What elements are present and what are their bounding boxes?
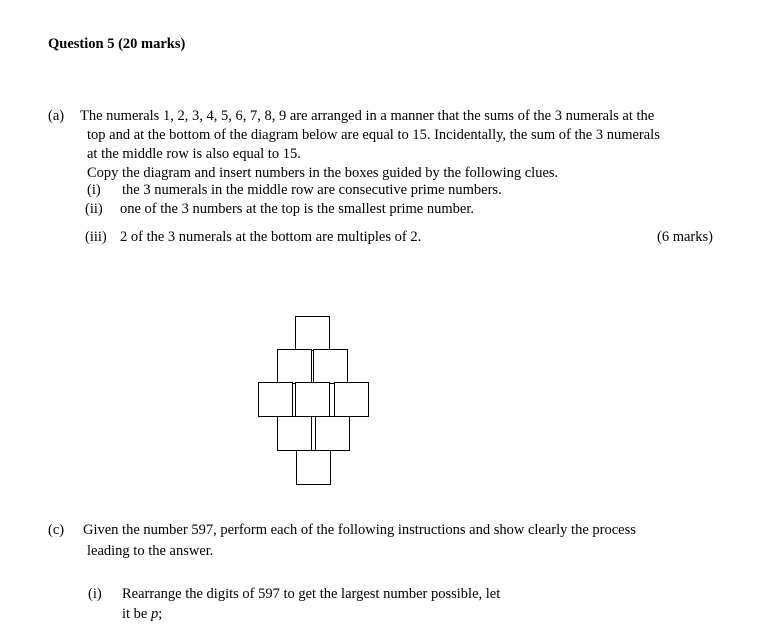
part-c-label: (c) (48, 522, 65, 538)
clue-i-number: (i) (87, 182, 101, 198)
clue-iii-text: 2 of the 3 numerals at the bottom are multiples of 2. (120, 229, 422, 245)
part-c-item-i-line-2 (122, 606, 162, 623)
diagram-box-middle-right (334, 382, 369, 417)
diagram-box-top (295, 316, 330, 351)
part-c-line-2: leading to the answer. (87, 543, 214, 559)
part-c-item-i-line-2-suffix: ; (158, 606, 163, 622)
part-a-label: (a) (48, 108, 65, 124)
variable-p: p (151, 606, 159, 622)
part-c-item-i-line-1: Rearrange the digits of 597 to get the largest number possible, let (122, 586, 501, 602)
part-a-line-4: Copy the diagram and insert numbers in the boxes guided by the following clues. (87, 165, 559, 181)
part-c-item-i-number: (i) (88, 586, 102, 602)
part-a-line-1: The numerals 1, 2, 3, 4, 5, 6, 7, 8, 9 are arranged in a manner that the sums of the 3 numerals at the (80, 108, 655, 124)
diagram-box-upper-right (313, 349, 348, 384)
clue-i-text: the 3 numerals in the middle row are consecutive prime numbers. (122, 182, 502, 198)
clue-iii-number: (iii) (85, 229, 107, 245)
part-c-item-i-line-2-prefix: it be (122, 606, 151, 622)
part-a-line-3: at the middle row is also equal to 15. (87, 146, 301, 162)
diagram-box-bottom (296, 450, 331, 485)
diagram-box-upper-left (277, 349, 312, 384)
question-heading: Question 5 (20 marks) (48, 36, 186, 52)
diagram-box-middle-left (258, 382, 293, 417)
clue-ii-text: one of the 3 numbers at the top is the smallest prime number. (120, 201, 474, 217)
diagram-box-lower-left (277, 416, 312, 451)
clue-ii-number: (ii) (85, 201, 103, 217)
part-c-line-1: Given the number 597, perform each of the following instructions and show clearly the process (83, 522, 636, 538)
part-a-line-2: top and at the bottom of the diagram below are equal to 15. Incidentally, the sum of the 3 numerals (87, 127, 660, 143)
diagram-box-middle-center (295, 382, 330, 417)
diagram-box-lower-right (315, 416, 350, 451)
marks-label: (6 marks) (657, 229, 713, 245)
